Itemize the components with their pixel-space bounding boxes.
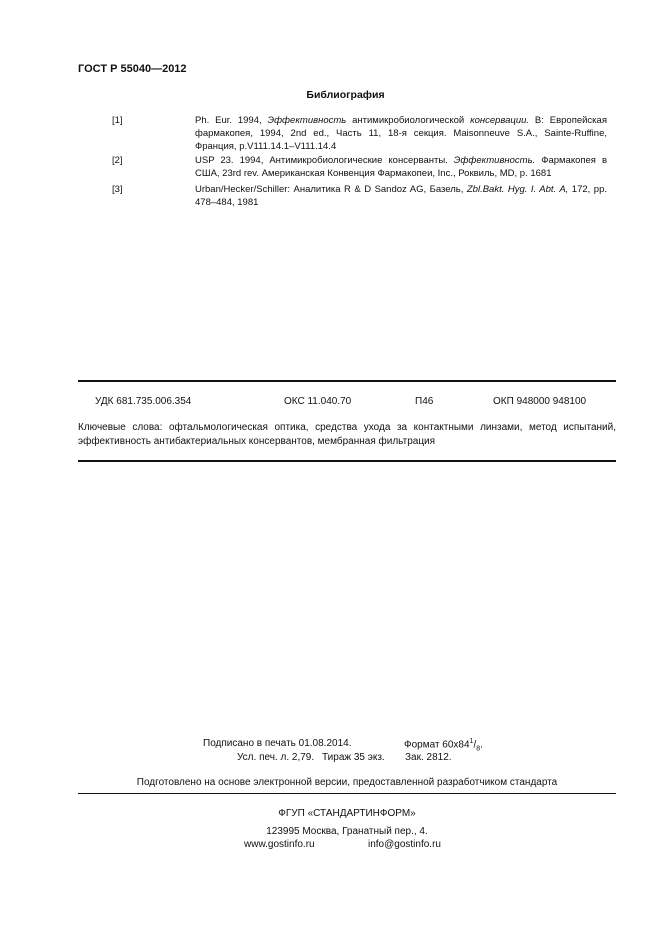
circulation: Тираж 35 экз. <box>322 752 385 763</box>
divider <box>78 460 616 462</box>
bibliography-title: Библиография <box>306 89 385 101</box>
publisher-address: 123995 Москва, Гранатный пер., 4. <box>266 826 428 837</box>
signed-date: Подписано в печать 01.08.2014. <box>203 738 352 749</box>
standard-code: ГОСТ Р 55040—2012 <box>78 63 187 75</box>
bibliography-item <box>112 154 607 180</box>
p-code: П46 <box>415 396 434 407</box>
reference-number: [1] <box>112 115 123 126</box>
print-sheets: Усл. печ. л. 2,79. <box>237 752 315 763</box>
oks-code: ОКС 11.040.70 <box>284 396 352 407</box>
okp-code: ОКП 948000 948100 <box>493 396 587 407</box>
prepared-note: Подготовлено на основе электронной версии, предоставленной разработчиком стандарта <box>136 777 558 788</box>
udk-code: УДК 681.735.006.354 <box>95 396 192 407</box>
reference-text: Urban/Hecker/Schiller: Аналитика R & D Sandoz AG, Базель, Zbl.Bakt. Hyg. I. Abt. A, 172, pp. 478–484, 1981 <box>195 184 607 208</box>
bibliography-item <box>112 114 607 153</box>
bibliography-item <box>112 183 607 209</box>
divider <box>78 380 616 382</box>
paper-format: Формат $60х84^1/_8$. <box>404 738 483 753</box>
keywords: Ключевые слова: офтальмологическая оптика, средства ухода за контактными линзами, метод испытаний, эффективность антибактериальных консервантов, мембранная фильтрация <box>78 422 616 447</box>
reference-text: USP 23. 1994, Антимикробиологические консерванты. Эффективность. Фармакопея в США, 23rd rev. Американская Конвенция Фармакопеи, Inc., Роквиль, MD, p. 1681 <box>195 155 607 179</box>
reference-number: [2] <box>112 155 123 166</box>
website-link[interactable]: www.gostinfo.ru <box>244 839 315 850</box>
email-link[interactable]: info@gostinfo.ru <box>368 839 441 850</box>
reference-number: [3] <box>112 184 123 195</box>
reference-text: Ph. Eur. 1994, Эффективность антимикробиологической консервации. В: Европейская фармакопея, 1994, 2nd ed., Часть 11, 18-я секция. Maisonneuve S.A., Sainte-Ruffine, Франция, p.V111.14.1–V111.14.4 <box>195 115 607 152</box>
order-number: Зак. 2812. <box>405 752 452 763</box>
divider <box>78 793 616 794</box>
publisher-name: ФГУП «СТАНДАРТИНФОРМ» <box>278 808 416 819</box>
